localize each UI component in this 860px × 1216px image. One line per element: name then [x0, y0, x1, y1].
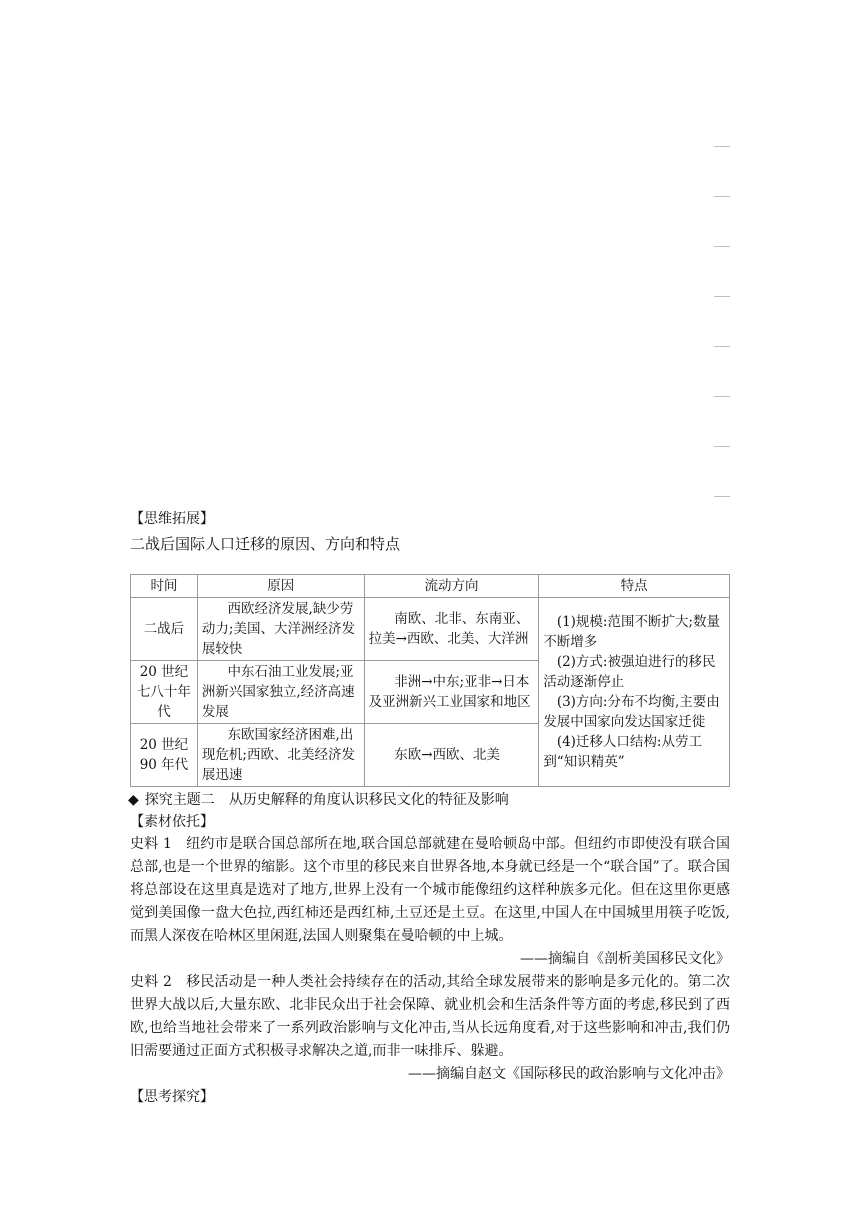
cell-reason: [197, 598, 364, 661]
cell-time: 二战后: [131, 598, 198, 661]
cell-direction: [364, 661, 539, 724]
cell-time: 20 世纪 90 年代: [131, 724, 198, 787]
section-heading-material: 【素材依托】: [130, 814, 214, 830]
cell-time: 20 世纪七八十年代: [131, 661, 198, 724]
cell-direction-text: 非洲→中东;亚非→日本及亚洲新兴工业国家和地区: [368, 674, 531, 710]
feature-item: (2)方式:被强迫进行的移民活动逐渐停止: [543, 654, 716, 690]
cell-direction: [364, 724, 539, 787]
cell-direction: [364, 598, 539, 661]
material-2: [130, 971, 730, 1063]
header-time: 时间: [131, 575, 198, 598]
margin-rule: [714, 246, 730, 247]
material-2-label: 史料 2: [130, 974, 172, 990]
feature-item: (1)规模:范围不断扩大;数量不断增多: [543, 614, 721, 650]
material-2-text: 移民活动是一种人类社会持续存在的活动,其给全球发展带来的影响是多元化的。第二次世界大战以后,大量东欧、北非民众出于社会保障、就业机会和生活条件等方面的考虑,移民到了西欧,也给当地社会带来了一系列政治影响与文化冲击,当从长远角度看,对于这些影响和冲击,我们仍旧需要通过正面方式积极寻求解决之道,而非一味排斥、躲避。: [130, 974, 731, 1059]
cell-reason-text: 中东石油工业发展;亚洲新兴国家独立,经济高速发展: [201, 664, 355, 720]
feature-item: (3)方向:分布不均衡,主要由发展中国家向发达国家迁徙: [543, 694, 720, 730]
cell-features: [539, 598, 730, 787]
migration-table: [130, 574, 730, 787]
features-list: [543, 612, 725, 772]
margin-rule: [714, 146, 730, 147]
material-2-source: ——摘编自赵文《国际移民的政治影响与文化冲击》: [408, 1066, 730, 1082]
table-header-row: [131, 575, 730, 598]
margin-rule: [714, 296, 730, 297]
cell-reason: [197, 661, 364, 724]
theme-title: 探究主题二 从历史解释的角度认识移民文化的特征及影响: [144, 792, 509, 808]
margin-rule: [714, 496, 730, 497]
table-subtitle: 二战后国际人口迁移的原因、方向和特点: [130, 535, 401, 553]
material-1-label: 史料 1: [130, 836, 172, 852]
margin-rule: [714, 196, 730, 197]
cell-direction-text: 南欧、北非、东南亚、拉美→西欧、北美、大洋洲: [368, 611, 530, 647]
material-1-source: ——摘编自《剖析美国移民文化》: [520, 951, 730, 967]
material-1-text: 纽约市是联合国总部所在地,联合国总部就建在曼哈顿岛中部。但纽约市即使没有联合国总部,也是一个世界的缩影。这个市里的移民来自世界各地,本身就已经是一个“联合国”了。联合国将总部设在这里真是选对了地方,世界上没有一个城市能像纽约这样种族多元化。但在这里你更感觉到美国像一盘大色拉,西红柿还是西红柿,土豆还是土豆。在这里,中国人在中国城里用筷子吃饭,而黑人深夜在哈林区里闲逛,法国人则聚集在曼哈顿的中上城。: [130, 836, 731, 944]
feature-item: (4)迁移人口结构:从劳工到“知识精英”: [543, 734, 702, 770]
header-features: 特点: [539, 575, 730, 598]
header-direction: 流动方向: [364, 575, 539, 598]
section-heading-think: 【思考探究】: [130, 1089, 214, 1105]
theme-heading: [128, 789, 730, 811]
header-reason: 原因: [197, 575, 364, 598]
section-heading-extend: 【思维拓展】: [130, 511, 214, 527]
material-1: [130, 833, 730, 948]
margin-rule: [714, 346, 730, 347]
cell-direction-text: 东欧→西欧、北美: [394, 747, 501, 763]
cell-reason: [197, 724, 364, 787]
document-content: [130, 508, 730, 1108]
diamond-bullet-icon: ◆: [128, 792, 139, 808]
cell-reason-text: 东欧国家经济困难,出现危机;西欧、北美经济发展迅速: [201, 727, 355, 783]
margin-rule: [714, 396, 730, 397]
cell-reason-text: 西欧经济发展,缺少劳动力;美国、大洋洲经济发展较快: [201, 601, 355, 657]
table-row: [131, 598, 730, 661]
margin-rule: [714, 446, 730, 447]
